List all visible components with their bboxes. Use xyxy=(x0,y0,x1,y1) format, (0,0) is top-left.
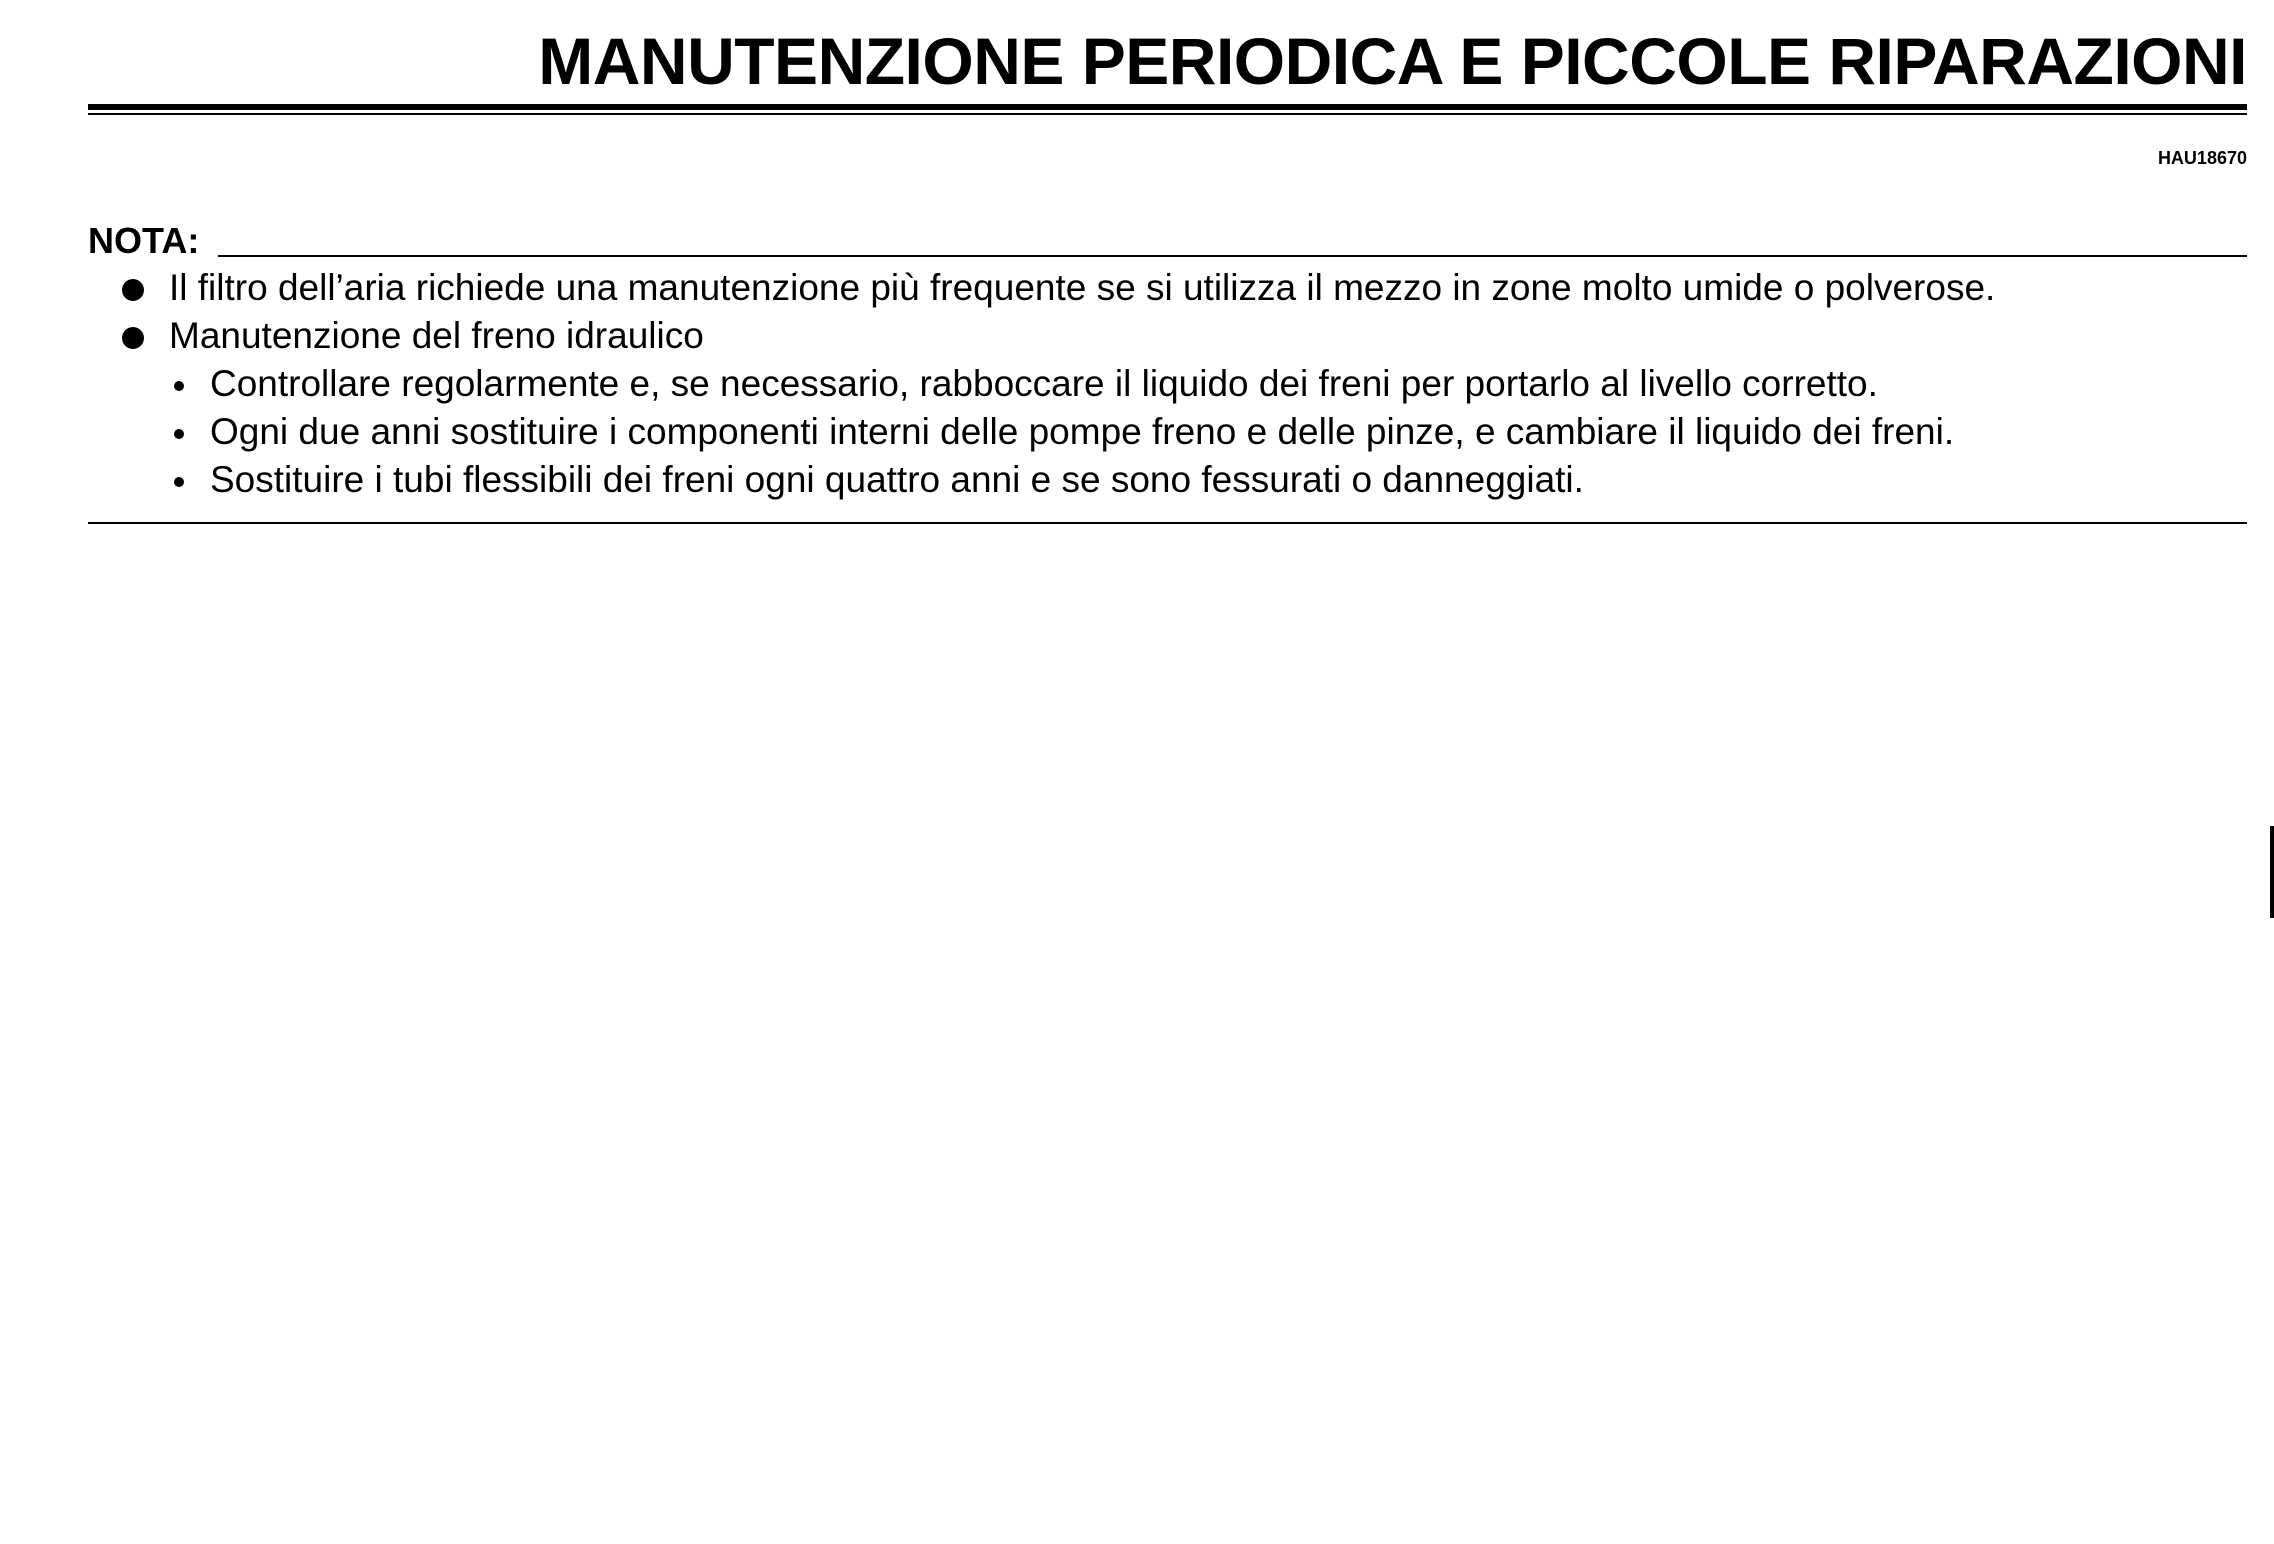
note-item-text: Manutenzione del freno idraulico xyxy=(169,315,704,356)
note-body xyxy=(88,264,2247,504)
note-end-rule xyxy=(88,522,2247,524)
page-title: MANUTENZIONE PERIODICA E PICCOLE RIPARAZIONI xyxy=(538,24,2247,98)
note-item xyxy=(88,264,2247,312)
title-rule-thin xyxy=(88,113,2247,115)
note-subitem-text: Ogni due anni sostituire i componenti interni delle pompe freno e delle pinze, e cambiare il liquido dei freni. xyxy=(210,411,1955,452)
note-heading-rule xyxy=(218,255,2247,257)
sub-bullet-icon xyxy=(174,429,184,439)
bullet-icon xyxy=(122,279,144,301)
note-heading: NOTA: xyxy=(88,220,200,261)
note-item xyxy=(88,312,2247,360)
note-subitem xyxy=(88,360,2247,408)
sub-bullet-icon xyxy=(174,477,184,487)
note-subitem-text: Controllare regolarmente e, se necessario, rabboccare il liquido dei freni per portarlo al livello corretto. xyxy=(210,363,1878,404)
note-item-text: Il filtro dell’aria richiede una manutenzione più frequente se si utilizza il mezzo in zone molto umide o polverose. xyxy=(169,267,1996,308)
document-code: HAU18670 xyxy=(2157,148,2247,168)
page-edge-tab xyxy=(2270,826,2274,918)
note-heading-row xyxy=(88,219,2247,259)
note-subitem-text: Sostituire i tubi flessibili dei freni ogni quattro anni e se sono fessurati o danneggiati. xyxy=(210,459,1584,500)
title-rule-thick xyxy=(88,104,2247,110)
sub-bullet-icon xyxy=(174,381,184,391)
bullet-icon xyxy=(122,327,144,349)
note-subitem xyxy=(88,408,2247,456)
note-subitem xyxy=(88,456,2247,504)
